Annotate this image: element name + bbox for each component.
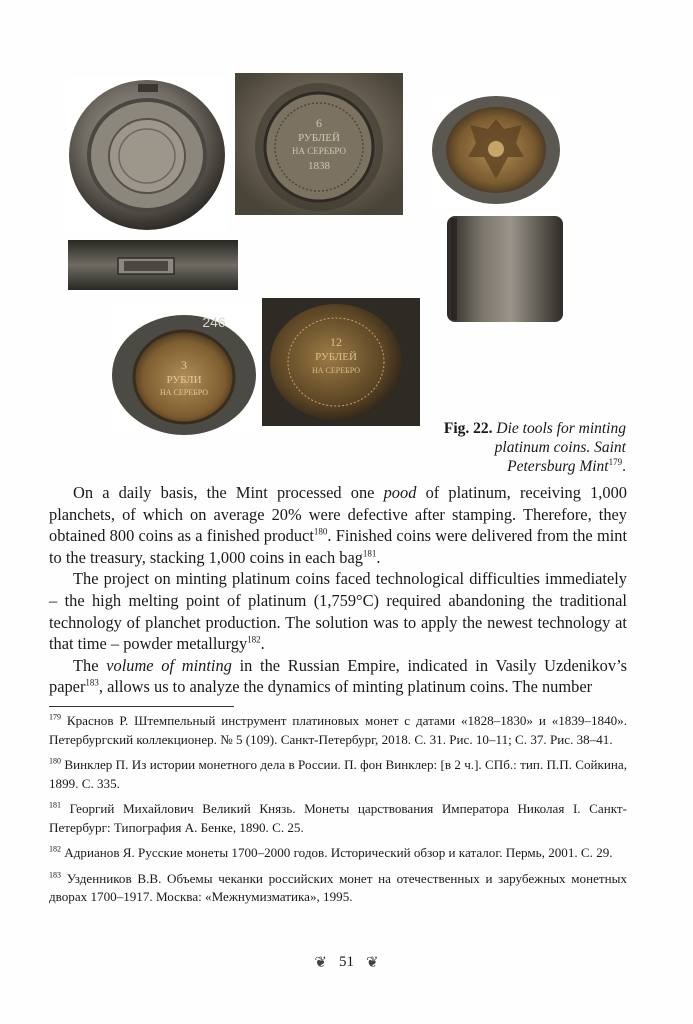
die-bottom-center-line2: РУБЛЕЙ [315,351,357,363]
footnote-number: 179 [49,712,61,722]
caption-line2: platinum coins. Saint [494,439,626,456]
die-photo-bottom-left [110,305,258,435]
p3-text-0: The [73,655,107,675]
paragraph-2 [49,568,627,654]
footnote-183 [49,870,627,907]
footnote-text: Узденников В.В. Объемы чеканки российских монет на отечественных и зарубежных монетных дворах 1700–1917. Москва: «Межнумизматика», 1995. [49,870,627,904]
die-photo-top-left-image [66,76,228,234]
footnote-180 [49,756,627,793]
p3-emphasis: volume of minting [106,655,232,675]
ornament-right-icon: ❦ [366,955,379,971]
die-bottom-left-line3: НА СЕРЕБРО [159,388,209,397]
die-photo-bar [68,240,238,290]
footnote-ref-180[interactable]: 180 [313,526,328,537]
footnote-number: 182 [49,844,61,854]
die-top-center-line2: РУБЛЕЙ [298,132,340,144]
footnote-ref-181[interactable]: 181 [362,548,377,559]
die-bottom-left-marking: 246 [202,314,226,330]
caption-end: . [622,458,626,475]
p2-text-b: . [260,634,265,654]
footnote-179 [49,712,627,749]
p1-text-a: On a daily basis, the Mint processed one [73,483,384,502]
footnote-text: Адрианов Я. Русские монеты 1700–2000 годов. Исторический обзор и каталог. Пермь, 2001. С. 29. [64,845,613,860]
figure-caption [420,419,626,476]
paragraph-1 [49,482,627,568]
p3-text-b: , allows us to analyze the dynamics of minting platinum coins. The number [98,677,593,697]
die-bottom-left-line1: 3 [181,358,187,372]
footnote-separator [49,706,234,707]
p3-text-a: in the Russian Empire, indicated in Vasily Uzdenikov’s paper [49,655,627,697]
footnote-ref-183[interactable]: 183 [85,677,99,688]
caption-footnote-ref[interactable]: 179 [608,456,623,467]
die-top-center-line4: 1838 [308,160,330,172]
footnote-181 [49,800,627,837]
die-top-center-line1: 6 [316,116,322,130]
die-photo-eagle [431,95,561,205]
footnote-number: 181 [49,800,61,810]
footnotes [49,712,627,914]
footnote-text: Краснов Р. Штемпельный инструмент платиновых монет с датами «1828–1830» и «1839–1840». Петербургский коллекционер. № 5 (109). Санкт-Петербург, 2018. С. 31. Рис. 10–11; С. 37. Рис. 38–41. [49,713,627,747]
die-bottom-left-line2: РУБЛИ [166,374,202,386]
p1-text-b: of platinum, receiving 1,000 planchets, of which on average 20% were defective after stamping. Therefore, they obtained 800 coins as a finished product [49,483,627,546]
caption-line1: Die tools for minting [496,420,626,437]
body-text [49,482,627,698]
footnote-number: 183 [49,870,61,880]
footnote-number: 180 [49,756,61,766]
footnote-182 [49,844,627,863]
die-photo-top-left [66,76,228,234]
paragraph-3 [49,655,627,698]
caption-line3: Petersburg Mint [507,458,609,475]
p1-text-c: . Finished coins were delivered from the mint to the treasury, stacking 1,000 coins in each bag [49,526,628,567]
die-photo-bottom-center [262,298,420,426]
footnote-text: Винклер П. Из истории монетного дела в России. П. фон Винклер: [в 2 ч.]. СПб.: тип. П.П. Сойкина, 1899. С. 335. [49,757,628,791]
die-bottom-center-line1: 12 [330,335,342,349]
die-photo-top-center [235,73,403,215]
footnote-ref-182[interactable]: 182 [247,634,261,645]
die-photo-cylinder [445,212,565,326]
footnote-text: Георгий Михайлович Великий Князь. Монеты царствования Императора Николая I. Санкт-Петербург: Типография А. Бенке, 1890. С. 25. [49,801,627,835]
page-footer [0,953,693,972]
figure-label: Fig. 22. [443,420,493,437]
page-number: 51 [339,954,354,970]
p2-text-a: The project on minting platinum coins faced technological difficulties immediately – the high melting point of platinum (1,759°C) required abandoning the traditional technology of planchet production. The solution was to apply the newest technology at that time – powder metallurgy [49,569,627,654]
p1-emphasis: pood [383,483,417,502]
p1-text-d: . [376,547,381,567]
ornament-left-icon: ❦ [314,955,327,971]
die-top-center-line3: НА СЕРЕБРО [291,146,347,156]
die-bottom-center-line3: НА СЕРЕБРО [311,366,361,375]
